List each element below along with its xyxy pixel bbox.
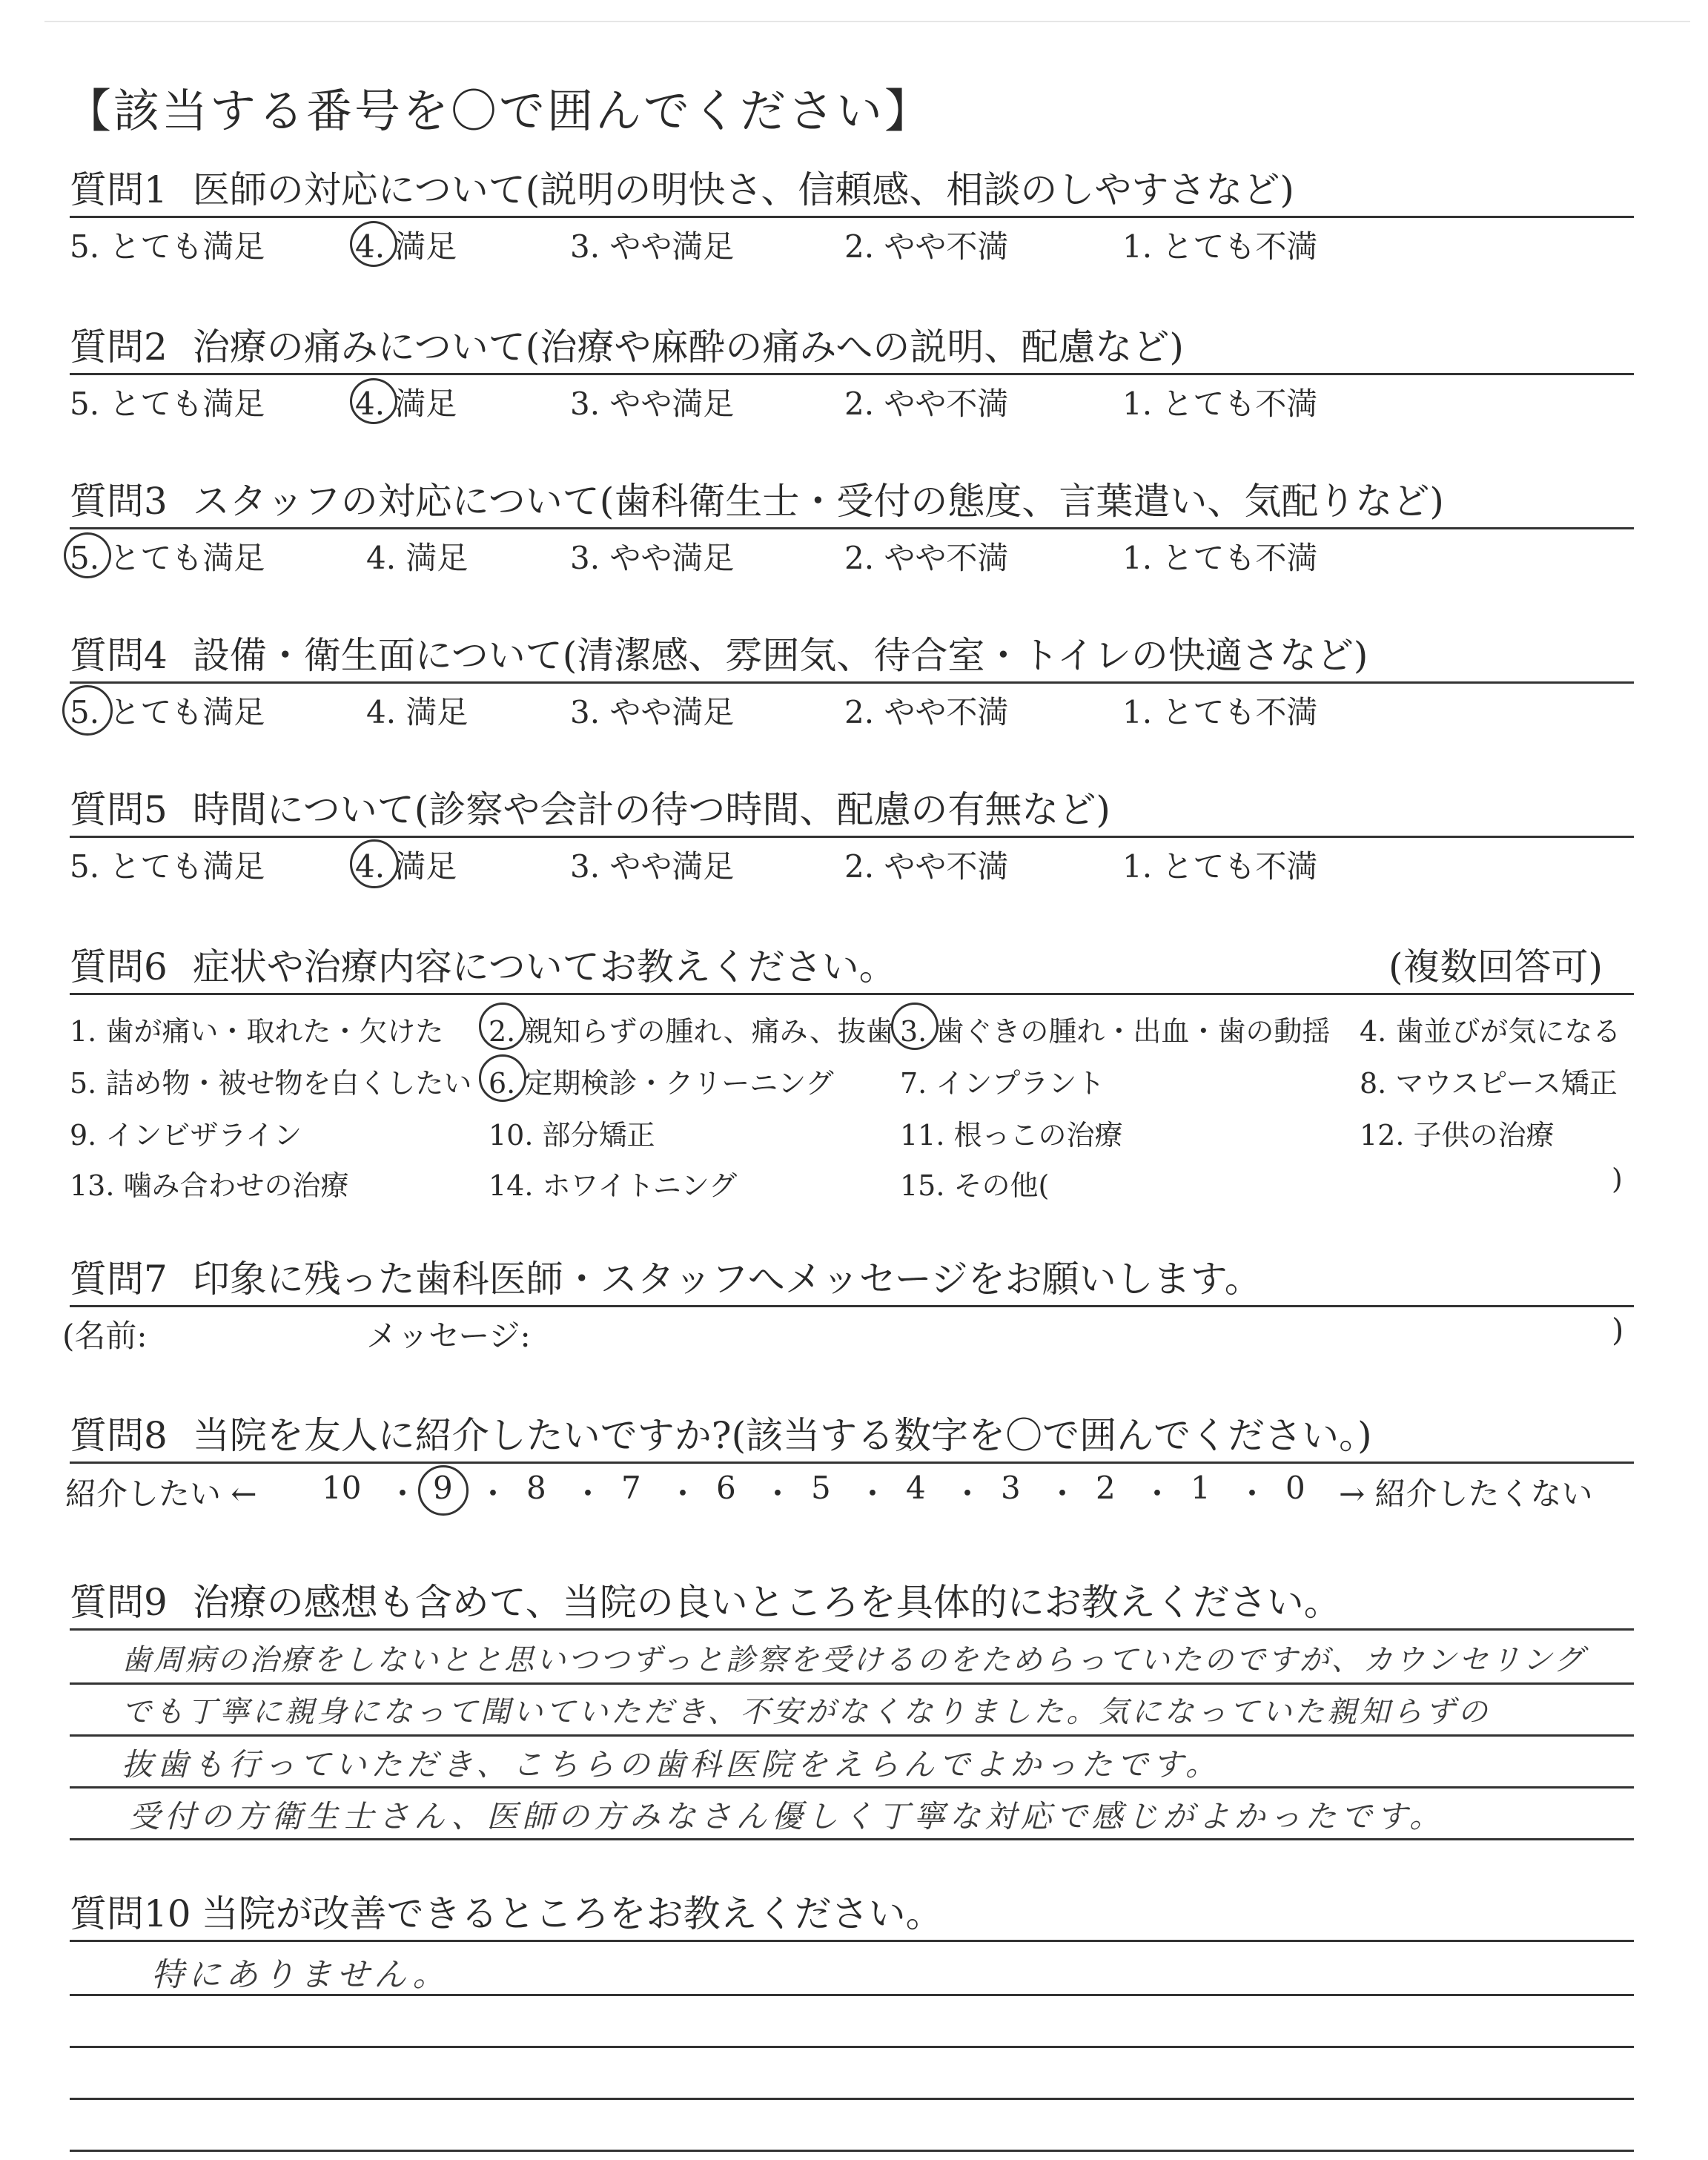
q3-option-3[interactable]: 3. やや満足 (570, 540, 735, 576)
question-9-number: 質問9 (70, 1581, 168, 1624)
q7-message-label: メッセージ: (366, 1318, 531, 1354)
question-5-text: 時間について(診察や会計の待つ時間、配慮の有無など) (192, 788, 1110, 831)
q4-option-1[interactable]: 1. とても不満 (1122, 694, 1318, 730)
question-3-options (70, 529, 1634, 581)
q2-option-5[interactable]: 5. とても満足 (70, 386, 265, 422)
q1-option-4[interactable]: 4. 満足 (355, 228, 457, 265)
q8-scale-sep: ・ (477, 1476, 509, 1512)
question-1-title (70, 167, 1634, 213)
q6-option-2[interactable]: 2. 親知らずの腫れ、痛み、抜歯 (489, 1015, 894, 1048)
q10-answer-line (70, 2046, 1634, 2048)
question-8 (65, 1413, 1634, 1516)
q8-scale-3[interactable]: 3 (1001, 1470, 1021, 1506)
q3-option-4[interactable]: 4. 満足 (366, 540, 469, 576)
q8-scale-sep: ・ (387, 1476, 419, 1512)
question-6-note: (複数回答可) (1388, 945, 1603, 988)
question-8-number: 質問8 (70, 1414, 168, 1457)
q6-option-6[interactable]: 6. 定期検診・クリーニング (489, 1067, 834, 1100)
question-6-title (70, 944, 1634, 990)
q3-option-5[interactable]: 5. とても満足 (70, 540, 265, 576)
q5-option-1[interactable]: 1. とても不満 (1122, 848, 1318, 885)
q8-left-label: 紹介したい ← (65, 1476, 257, 1512)
q6-option-12[interactable]: 12. 子供の治療 (1360, 1119, 1555, 1152)
q8-scale-4[interactable]: 4 (906, 1470, 926, 1506)
q1-option-2[interactable]: 2. やや不満 (844, 228, 1009, 265)
q8-scale-sep: ・ (667, 1476, 699, 1512)
q2-option-2[interactable]: 2. やや不満 (844, 386, 1009, 422)
q9-answer-text-line-1: 歯周病の治療をしないとと思いつつずっと診察を受けるのをためらっていたのですが、カウンセリング (122, 1643, 1586, 1677)
q4-option-4[interactable]: 4. 満足 (366, 694, 469, 730)
question-7-number: 質問7 (70, 1258, 168, 1301)
q6-option-10[interactable]: 10. 部分矯正 (489, 1119, 655, 1152)
q8-scale-sep: ・ (1237, 1476, 1268, 1512)
q9-answer-text-line-4: 受付の方衛生士さん、医師の方みなさん優しく丁寧な対応で感じがよかったです。 (129, 1798, 1446, 1834)
question-5-title (70, 787, 1634, 833)
question-3 (70, 478, 1634, 581)
q9-answer-text-line-3: 抜歯も行っていただき、こちらの歯科医院をえらんでよかったです。 (122, 1746, 1221, 1783)
q4-option-5[interactable]: 5. とても満足 (70, 694, 265, 730)
question-2-title (70, 324, 1634, 370)
question-10-text: 当院が改善できるところをお教えください。 (201, 1892, 943, 1935)
question-3-title (70, 478, 1634, 524)
q6-option-1[interactable]: 1. 歯が痛い・取れた・欠けた (70, 1015, 444, 1048)
q6-option-5[interactable]: 5. 詰め物・被せ物を白くしたい (70, 1067, 472, 1100)
question-10 (70, 1891, 1634, 2157)
q9-answer-line (70, 1838, 1634, 1840)
q8-scale-9[interactable]: 9 (433, 1470, 453, 1506)
question-1-number: 質問1 (70, 168, 168, 211)
question-4-text: 設備・衛生面について(清潔感、雰囲気、待合室・トイレの快適さなど) (192, 634, 1368, 677)
q5-option-5[interactable]: 5. とても満足 (70, 848, 265, 885)
q6-option-9[interactable]: 9. インビザライン (70, 1119, 302, 1152)
q7-close-paren: ) (1612, 1312, 1624, 1348)
q8-scale-2[interactable]: 2 (1096, 1470, 1116, 1506)
q2-option-3[interactable]: 3. やや満足 (570, 386, 735, 422)
question-8-title (70, 1413, 1634, 1459)
q9-answer-line (70, 1682, 1634, 1685)
q7-name-label: (名前: (62, 1318, 148, 1354)
page-heading: 【該当する番号を〇で囲んでください】 (65, 84, 933, 138)
q8-right-label: → 紹介したくない (1339, 1476, 1593, 1512)
page-top-border (44, 21, 1690, 22)
q4-option-3[interactable]: 3. やや満足 (570, 694, 735, 730)
question-5 (70, 787, 1634, 890)
q9-answer-text-line-2: でも丁寧に親身になって聞いていただき、不安がなくなりました。気になっていた親知らずの (122, 1695, 1491, 1729)
q6-option-13[interactable]: 13. 噛み合わせの治療 (70, 1169, 349, 1202)
question-8-text: 当院を友人に紹介したいですか?(該当する数字を〇で囲んでください。) (192, 1414, 1372, 1457)
q9-answer-line (70, 1786, 1634, 1789)
question-9 (70, 1579, 1634, 1853)
question-5-options (70, 838, 1634, 890)
question-3-text: スタッフの対応について(歯科衛生士・受付の態度、言葉遣い、気配りなど) (192, 480, 1444, 523)
question-10-title (70, 1891, 1634, 1937)
q6-option-15[interactable]: 15. その他( (900, 1169, 1050, 1202)
q1-option-1[interactable]: 1. とても不満 (1122, 228, 1318, 265)
q6-option-3[interactable]: 3. 歯ぐきの腫れ・出血・歯の動揺 (900, 1015, 1331, 1048)
question-9-answer-area[interactable] (70, 1631, 1634, 1853)
question-3-number: 質問3 (70, 480, 168, 523)
question-4-number: 質問4 (70, 634, 168, 677)
q8-scale-6[interactable]: 6 (716, 1470, 736, 1506)
q1-option-5[interactable]: 5. とても満足 (70, 228, 265, 265)
question-2-options (70, 375, 1634, 427)
q8-scale-sep: ・ (762, 1476, 794, 1512)
question-1 (70, 167, 1634, 270)
question-2-text: 治療の痛みについて(治療や麻酔の痛みへの説明、配慮など) (192, 326, 1184, 369)
q6-option-8[interactable]: 8. マウスピース矯正 (1360, 1067, 1618, 1100)
q8-scale-0[interactable]: 0 (1285, 1470, 1305, 1506)
q8-scale-7[interactable]: 7 (621, 1470, 641, 1506)
q3-option-1[interactable]: 1. とても不満 (1122, 540, 1318, 576)
q6-option-15-close: ) (1612, 1163, 1623, 1195)
question-9-text: 治療の感想も含めて、当院の良いところを具体的にお教えください。 (192, 1581, 1341, 1624)
question-8-scale (65, 1464, 1634, 1516)
q10-answer-line (70, 2150, 1634, 2152)
question-7-text: 印象に残った歯科医師・スタッフへメッセージをお願いします。 (192, 1258, 1262, 1301)
question-2-number: 質問2 (70, 326, 168, 369)
q9-answer-line (70, 1734, 1634, 1737)
q10-answer-text: 特にありません。 (151, 1956, 450, 1994)
question-4-title (70, 633, 1634, 678)
question-6-options (70, 995, 1634, 1210)
question-10-answer-area[interactable] (70, 1942, 1634, 2157)
q3-option-2[interactable]: 2. やや不満 (844, 540, 1009, 576)
q5-option-3[interactable]: 3. やや満足 (570, 848, 735, 885)
question-9-title (70, 1579, 1634, 1625)
q6-option-11[interactable]: 11. 根っこの治療 (900, 1119, 1123, 1152)
q6-option-4[interactable]: 4. 歯並びが気になる (1360, 1015, 1621, 1048)
question-1-text: 医師の対応について(説明の明快さ、信頼感、相談のしやすさなど) (192, 168, 1294, 211)
q8-scale-sep: ・ (1142, 1476, 1174, 1512)
question-7-title (70, 1256, 1634, 1302)
question-10-number: 質問10 (70, 1892, 191, 1935)
question-1-options (70, 218, 1634, 270)
q8-scale-sep: ・ (572, 1476, 604, 1512)
q6-option-7[interactable]: 7. インプラント (900, 1067, 1105, 1100)
question-5-number: 質問5 (70, 788, 168, 831)
question-7-fields (62, 1307, 1634, 1359)
q5-option-2[interactable]: 2. やや不満 (844, 848, 1009, 885)
q2-option-4[interactable]: 4. 満足 (355, 386, 457, 422)
question-2 (70, 324, 1634, 427)
q8-scale-10[interactable]: 10 (322, 1470, 362, 1506)
q1-option-3[interactable]: 3. やや満足 (570, 228, 735, 265)
q10-answer-line (70, 2098, 1634, 2100)
question-7 (62, 1256, 1634, 1359)
question-6 (70, 944, 1634, 1210)
q8-scale-1[interactable]: 1 (1191, 1470, 1211, 1506)
q8-scale-sep: ・ (952, 1476, 984, 1512)
q5-option-4[interactable]: 4. 満足 (355, 848, 457, 885)
question-4 (70, 633, 1634, 736)
q8-scale-sep: ・ (857, 1476, 889, 1512)
q4-option-2[interactable]: 2. やや不満 (844, 694, 1009, 730)
question-6-text: 症状や治療内容についてお教えください。 (192, 945, 896, 988)
q2-option-1[interactable]: 1. とても不満 (1122, 386, 1318, 422)
q8-scale-8[interactable]: 8 (526, 1470, 546, 1506)
q8-scale-5[interactable]: 5 (811, 1470, 831, 1506)
question-6-number: 質問6 (70, 945, 168, 988)
q6-option-14[interactable]: 14. ホワイトニング (489, 1169, 738, 1202)
question-4-options (70, 684, 1634, 736)
q8-scale-sep: ・ (1047, 1476, 1079, 1512)
